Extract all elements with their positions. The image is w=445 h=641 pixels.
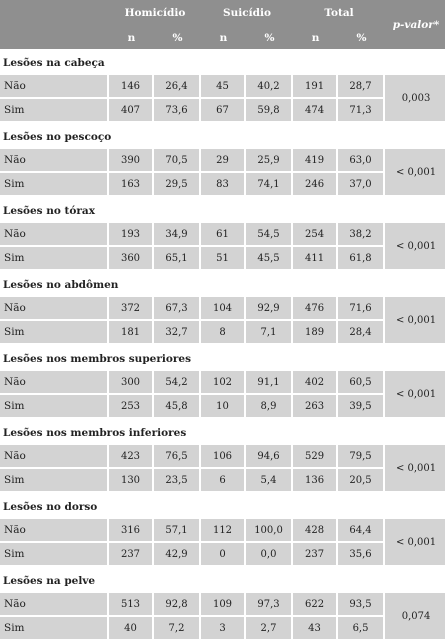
table-cell: 8,9 (246, 395, 293, 419)
table-cell: 372 (109, 297, 154, 321)
table-row (0, 173, 445, 197)
pvalue-cell: 0,074 (385, 593, 445, 641)
table-cell: 37,0 (338, 173, 385, 197)
table-row (0, 519, 445, 543)
table-cell: 163 (109, 173, 154, 197)
table-cell: 93,5 (338, 593, 385, 617)
section-row (0, 493, 445, 519)
table-cell: 181 (109, 321, 154, 345)
section-title: Lesões na cabeça (0, 49, 445, 75)
table-cell: 45,5 (246, 247, 293, 271)
table-cell: 237 (293, 543, 338, 567)
table-row (0, 371, 445, 395)
section-row (0, 567, 445, 593)
table-cell: 136 (293, 469, 338, 493)
table-cell: 300 (109, 371, 154, 395)
table-cell: 253 (109, 395, 154, 419)
table-cell: 0,0 (246, 543, 293, 567)
table-cell: 65,1 (154, 247, 201, 271)
table-cell: 112 (201, 519, 246, 543)
table-cell: 45 (201, 75, 246, 99)
table-cell: 10 (201, 395, 246, 419)
row-label: Não (0, 223, 109, 247)
table-cell: 54,5 (246, 223, 293, 247)
row-label: Sim (0, 469, 109, 493)
table-cell: 106 (201, 445, 246, 469)
table-cell: 32,7 (154, 321, 201, 345)
table-cell: 83 (201, 173, 246, 197)
table-cell: 92,9 (246, 297, 293, 321)
table-cell: 0 (201, 543, 246, 567)
header-sub-pct: % (246, 26, 293, 49)
table-cell: 67 (201, 99, 246, 123)
header-pvalue-label: p-valor (392, 18, 434, 31)
row-label: Não (0, 297, 109, 321)
table-cell: 63,0 (338, 149, 385, 173)
table-row (0, 469, 445, 493)
row-label: Não (0, 519, 109, 543)
section-title: Lesões na pelve (0, 567, 445, 593)
table-cell: 71,6 (338, 297, 385, 321)
section-row (0, 197, 445, 223)
table-cell: 57,1 (154, 519, 201, 543)
table-cell: 100,0 (246, 519, 293, 543)
table-cell: 28,7 (338, 75, 385, 99)
row-label: Não (0, 593, 109, 617)
pvalue-cell: < 0,001 (385, 297, 445, 345)
row-label: Não (0, 445, 109, 469)
table-cell: 91,1 (246, 371, 293, 395)
table-cell: 104 (201, 297, 246, 321)
header-sub-n: n (109, 26, 154, 49)
table-cell: 419 (293, 149, 338, 173)
table-cell: 26,4 (154, 75, 201, 99)
table-cell: 5,4 (246, 469, 293, 493)
table-cell: 474 (293, 99, 338, 123)
header-sub-n: n (201, 26, 246, 49)
table-row (0, 593, 445, 617)
table-row (0, 543, 445, 567)
table-cell: 423 (109, 445, 154, 469)
table-cell: 407 (109, 99, 154, 123)
table-row (0, 75, 445, 99)
header-sub-n: n (293, 26, 338, 49)
pvalue-cell: < 0,001 (385, 371, 445, 419)
table-cell: 6,5 (338, 617, 385, 641)
table-cell: 8 (201, 321, 246, 345)
table-cell: 61 (201, 223, 246, 247)
section-row (0, 419, 445, 445)
table-cell: 6 (201, 469, 246, 493)
section-row (0, 271, 445, 297)
table-cell: 316 (109, 519, 154, 543)
table-cell: 109 (201, 593, 246, 617)
table-cell: 102 (201, 371, 246, 395)
table-cell: 71,3 (338, 99, 385, 123)
table-cell: 39,5 (338, 395, 385, 419)
table-cell: 70,5 (154, 149, 201, 173)
table-cell: 390 (109, 149, 154, 173)
table-cell: 92,8 (154, 593, 201, 617)
section-row (0, 123, 445, 149)
row-label: Sim (0, 247, 109, 271)
table-row (0, 149, 445, 173)
row-label: Sim (0, 395, 109, 419)
table-cell: 476 (293, 297, 338, 321)
table-cell: 360 (109, 247, 154, 271)
table-cell: 28,4 (338, 321, 385, 345)
table-cell: 54,2 (154, 371, 201, 395)
section-title: Lesões no tórax (0, 197, 445, 223)
table-cell: 25,9 (246, 149, 293, 173)
table-cell: 97,3 (246, 593, 293, 617)
table-cell: 191 (293, 75, 338, 99)
table-cell: 622 (293, 593, 338, 617)
table-cell: 43 (293, 617, 338, 641)
row-label: Sim (0, 99, 109, 123)
table-cell: 34,9 (154, 223, 201, 247)
table-row (0, 223, 445, 247)
table-cell: 40,2 (246, 75, 293, 99)
header-pvalue-mark: * (433, 18, 440, 31)
row-label: Não (0, 371, 109, 395)
pvalue-cell: < 0,001 (385, 149, 445, 197)
table-cell: 3 (201, 617, 246, 641)
section-title: Lesões no pescoço (0, 123, 445, 149)
table-cell: 51 (201, 247, 246, 271)
pvalue-cell: < 0,001 (385, 519, 445, 567)
table-cell: 74,1 (246, 173, 293, 197)
table-row (0, 395, 445, 419)
header-sub-pct: % (338, 26, 385, 49)
section-title: Lesões no abdômen (0, 271, 445, 297)
table-cell: 67,3 (154, 297, 201, 321)
header-group-total: Total (293, 0, 385, 26)
table-cell: 189 (293, 321, 338, 345)
table-cell: 7,1 (246, 321, 293, 345)
section-row (0, 345, 445, 371)
table-cell: 246 (293, 173, 338, 197)
table-cell: 513 (109, 593, 154, 617)
table-cell: 254 (293, 223, 338, 247)
section-row (0, 49, 445, 75)
table-cell: 38,2 (338, 223, 385, 247)
pvalue-cell: < 0,001 (385, 223, 445, 271)
table-cell: 428 (293, 519, 338, 543)
table-row (0, 99, 445, 123)
table-header (0, 0, 445, 49)
table-cell: 7,2 (154, 617, 201, 641)
table-cell: 193 (109, 223, 154, 247)
section-title: Lesões nos membros superiores (0, 345, 445, 371)
table-cell: 402 (293, 371, 338, 395)
header-sub-pct: % (154, 26, 201, 49)
table-cell: 23,5 (154, 469, 201, 493)
header-blank (0, 0, 109, 26)
row-label: Sim (0, 321, 109, 345)
table-cell: 20,5 (338, 469, 385, 493)
table-row (0, 247, 445, 271)
table-cell: 94,6 (246, 445, 293, 469)
table-cell: 529 (293, 445, 338, 469)
table-cell: 263 (293, 395, 338, 419)
table-cell: 42,9 (154, 543, 201, 567)
section-title: Lesões no dorso (0, 493, 445, 519)
row-label: Sim (0, 173, 109, 197)
table-body (0, 49, 445, 641)
table-cell: 64,4 (338, 519, 385, 543)
header-group-suicidio: Suicídio (201, 0, 293, 26)
header-group-homicidio: Homicídio (109, 0, 201, 26)
header-pvalue (385, 0, 445, 49)
table-cell: 146 (109, 75, 154, 99)
table-cell: 411 (293, 247, 338, 271)
table-cell: 73,6 (154, 99, 201, 123)
table-cell: 59,8 (246, 99, 293, 123)
table-cell: 60,5 (338, 371, 385, 395)
table-cell: 237 (109, 543, 154, 567)
row-label: Sim (0, 543, 109, 567)
row-label: Não (0, 149, 109, 173)
row-label: Sim (0, 617, 109, 641)
table-cell: 2,7 (246, 617, 293, 641)
table-row (0, 297, 445, 321)
table-cell: 40 (109, 617, 154, 641)
table-cell: 79,5 (338, 445, 385, 469)
table-cell: 45,8 (154, 395, 201, 419)
table-cell: 76,5 (154, 445, 201, 469)
section-title: Lesões nos membros inferiores (0, 419, 445, 445)
table-cell: 61,8 (338, 247, 385, 271)
pvalue-cell: 0,003 (385, 75, 445, 123)
table-row (0, 321, 445, 345)
table-cell: 29 (201, 149, 246, 173)
header-blank-2 (0, 26, 109, 49)
table-cell: 35,6 (338, 543, 385, 567)
table-row (0, 445, 445, 469)
table-cell: 29,5 (154, 173, 201, 197)
row-label: Não (0, 75, 109, 99)
table-row (0, 617, 445, 641)
pvalue-cell: < 0,001 (385, 445, 445, 493)
table-cell: 130 (109, 469, 154, 493)
